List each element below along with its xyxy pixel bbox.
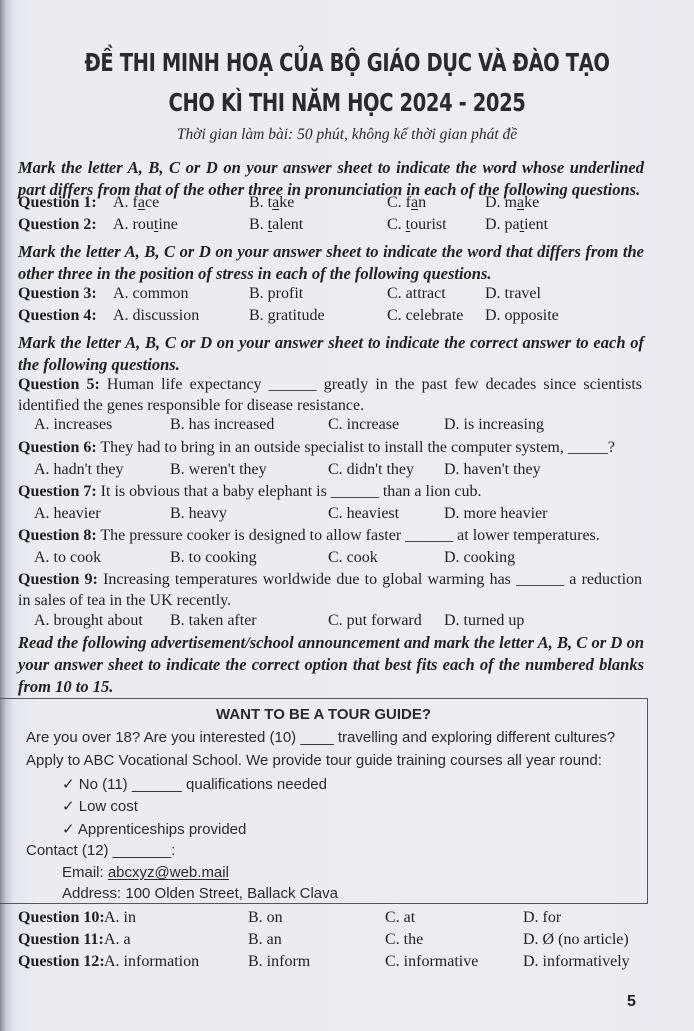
option-b: B. taken after [170,612,257,629]
question-label: Question 6: [18,439,97,456]
section3-instruction: Mark the letter A, B, C or D on your answer sheet to indicate the correct answer to each of the following questions. [18,333,644,374]
option-b: B. take [249,194,295,211]
checkmark-icon: ✓ [62,776,79,793]
option-a: A. a [104,931,131,948]
option-a: A. routine [113,216,178,233]
page-title-line-1: ĐỀ THI MINH HOẠ CỦA BỘ GIÁO DỤC VÀ ĐÀO TẠO [84,48,610,77]
option-d: D. travel [485,285,541,302]
option-c: C. increase [328,416,400,433]
question-row [18,283,658,305]
checkmark-icon: ✓ [62,821,78,838]
option-a: A. increases [34,416,113,433]
option-d: D. for [523,909,562,926]
ad-bullet: ✓ Low cost [62,798,138,815]
option-c: C. the [385,931,424,948]
options-row [34,503,654,525]
option-c: C. cook [328,549,378,566]
question-text: Human life expectancy ______ greatly in the past few decades since scientists identified the genes responsible for disease resistance. [18,376,643,414]
option-b: B. talent [249,216,304,233]
option-c: C. heaviest [328,505,400,522]
option-a: A. face [113,194,160,211]
options-row [34,547,654,569]
option-d: D. informatively [523,953,630,970]
question-label: Question 4: [18,307,97,324]
email-link[interactable]: abcxyz@web.mail [107,864,229,881]
option-b: B. on [248,909,283,926]
option-b: B. gratitude [249,307,325,324]
option-b: B. heavy [170,505,227,522]
question-label: Question 8: [18,527,97,544]
email-label: Email: [62,864,108,881]
option-c: C. didn't they [328,461,414,478]
option-a: A. to cook [34,549,102,566]
option-d: D. Ø (no article) [523,931,629,948]
ad-email-line [62,864,229,881]
ad-title: WANT TO BE A TOUR GUIDE? [215,706,431,723]
option-c: C. put forward [328,612,422,629]
options-row [34,459,654,481]
question-8 [18,525,642,546]
option-d: D. cooking [444,549,516,566]
option-a: A. information [104,953,200,970]
option-a: A. in [104,909,136,926]
ad-line-2: Apply to ABC Vocational School. We provide tour guide training courses all year round: [26,752,602,769]
question-label: Question 2: [18,216,97,233]
option-a: A. brought about [34,612,143,629]
option-c: C. attract [387,285,446,302]
question-label: Question 9: [18,571,98,588]
option-d: D. make [485,194,540,211]
question-label: Question 3: [18,285,97,302]
option-d: D. more heavier [444,505,548,522]
option-d: D. patient [485,216,549,233]
ad-address: Address: 100 Olden Street, Ballack Clava [62,885,338,902]
question-label: Question 10: [18,909,105,926]
option-c: C. informative [385,953,479,970]
option-b: B. profit [249,285,304,302]
time-limit-note: Thời gian làm bài: 50 phút, không kể thời gian phát đề [176,126,518,143]
question-text: They had to bring in an outside specialist to install the computer system, _____? [100,439,615,456]
option-d: D. opposite [485,307,559,324]
question-text: It is obvious that a baby elephant is ______ than a lion cub. [100,483,482,500]
option-a: A. heavier [34,505,101,522]
question-label: Question 12: [18,953,105,970]
question-label: Question 1: [18,194,97,211]
question-row [18,214,658,236]
option-a: A. hadn't they [34,461,124,478]
question-row [18,305,658,327]
page-number: 5 [627,993,636,1010]
question-7 [18,481,642,502]
question-label: Question 7: [18,483,97,500]
option-b: B. has increased [170,416,275,433]
question-5 [18,374,642,416]
option-b: B. inform [248,953,311,970]
question-row [18,192,658,214]
checkmark-icon: ✓ [62,798,79,815]
ad-contact: Contact (12) _______: [26,842,176,859]
question-label: Question 5: [18,376,100,393]
section2-instruction: Mark the letter A, B, C or D on your answer sheet to indicate the word that differs from the other three in the position of stress in each of the following questions. [18,242,644,283]
option-b: B. to cooking [170,549,257,566]
option-b: B. weren't they [170,461,267,478]
options-row [34,414,654,436]
options-row [34,610,654,632]
option-c: C. celebrate [387,307,464,324]
advertisement-box [0,698,648,904]
ad-bullet: ✓ No (11) ______ qualifications needed [62,776,327,793]
question-9 [18,569,642,611]
ad-bullet: ✓ Apprenticeships provided [62,821,247,838]
question-6 [18,437,642,458]
question-text: Increasing temperatures worldwide due to global warming has ______ a reduction in sales of tea in the UK recently. [18,571,643,609]
section4-instruction: Read the following advertisement/school announcement and mark the letter A, B, C or D on your answer sheet to indicate the correct option that best fits each of the numbered blanks from 10 to 15. [18,633,644,696]
option-c: C. at [385,909,416,926]
ad-line-1: Are you over 18? Are you interested (10) ____ travelling and exploring different cultures? [26,729,616,746]
question-label: Question 11: [18,931,104,948]
section1-instruction: Mark the letter A, B, C or D on your answer sheet to indicate the word whose underlined part differs from that of the other three in pronunciation in each of the following questions. [18,158,644,199]
option-c: C. tourist [387,216,447,233]
option-a: A. discussion [113,307,200,324]
page-title-line-2: CHO KÌ THI NĂM HỌC 2024 - 2025 [168,88,526,117]
option-d: D. haven't they [444,461,541,478]
question-text: The pressure cooker is designed to allow faster ______ at lower temperatures. [100,527,600,544]
option-c: C. fan [387,194,427,211]
option-d: D. turned up [444,612,525,629]
option-a: A. common [113,285,189,302]
option-d: D. is increasing [444,416,544,433]
option-b: B. an [248,931,282,948]
